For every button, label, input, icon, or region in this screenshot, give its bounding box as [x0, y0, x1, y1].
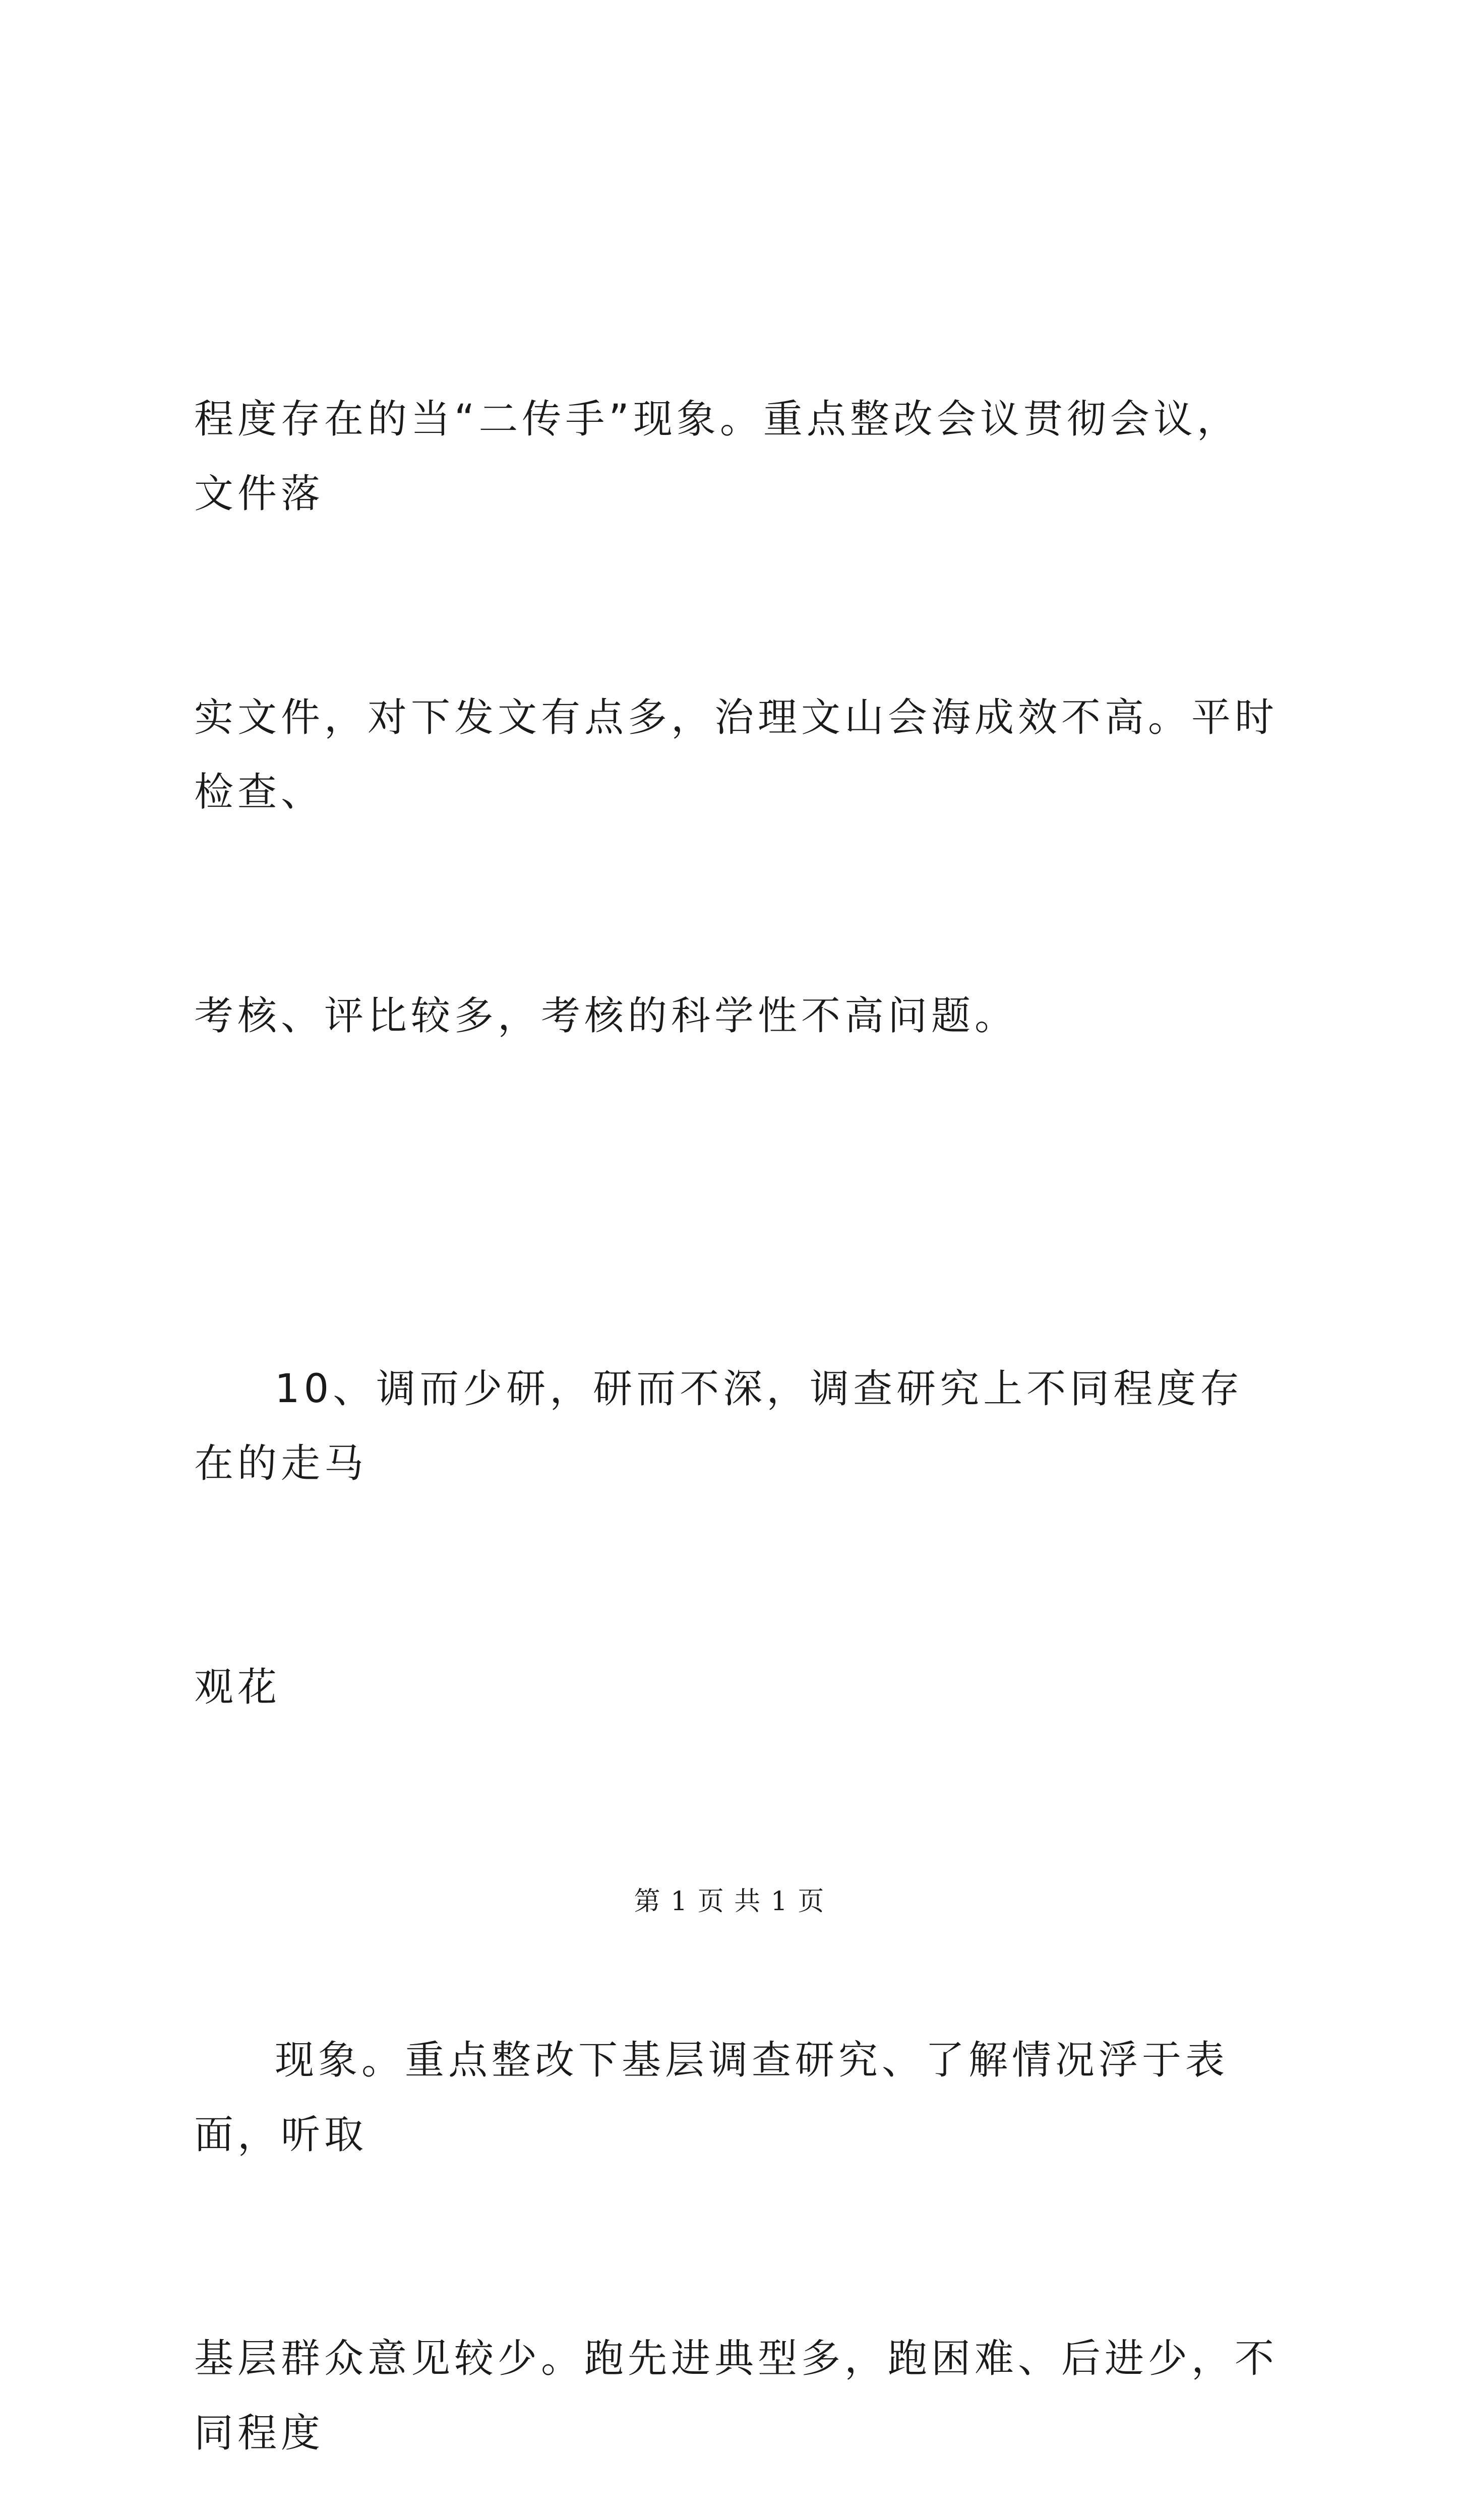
paragraph-line: 基层群众意见较少。跑先进典型多，跑困难、后进少，不同程度 [194, 2336, 1279, 2456]
document-body [194, 233, 1281, 2520]
paragraph-2 [194, 1203, 1281, 1874]
paragraph-line: 现象。重点整改下基层调查研究、了解情况浮于表面，听取 [194, 2038, 1229, 2158]
paragraph-1 [194, 233, 1281, 1203]
paragraph-line: 实文件，对下发文有点多，治理文山会海成效不高。平时检查、 [194, 695, 1279, 815]
paragraph-line: 考核、评比较多，考核的科学性不高问题。 [194, 993, 1018, 1039]
paragraph-line: 10、调而少研，研而不深，调查研究上不同程度存在的走马 [194, 1366, 1244, 1486]
paragraph-3 [194, 1874, 1281, 2520]
paragraph-line: 程度存在的当“二传手”现象。重点整改会议贯彻会议，文件落 [194, 397, 1240, 517]
paragraph-line: 观花 [194, 1665, 281, 1710]
page-number-footer: 第 1 页 共 1 页 [634, 1886, 825, 1917]
